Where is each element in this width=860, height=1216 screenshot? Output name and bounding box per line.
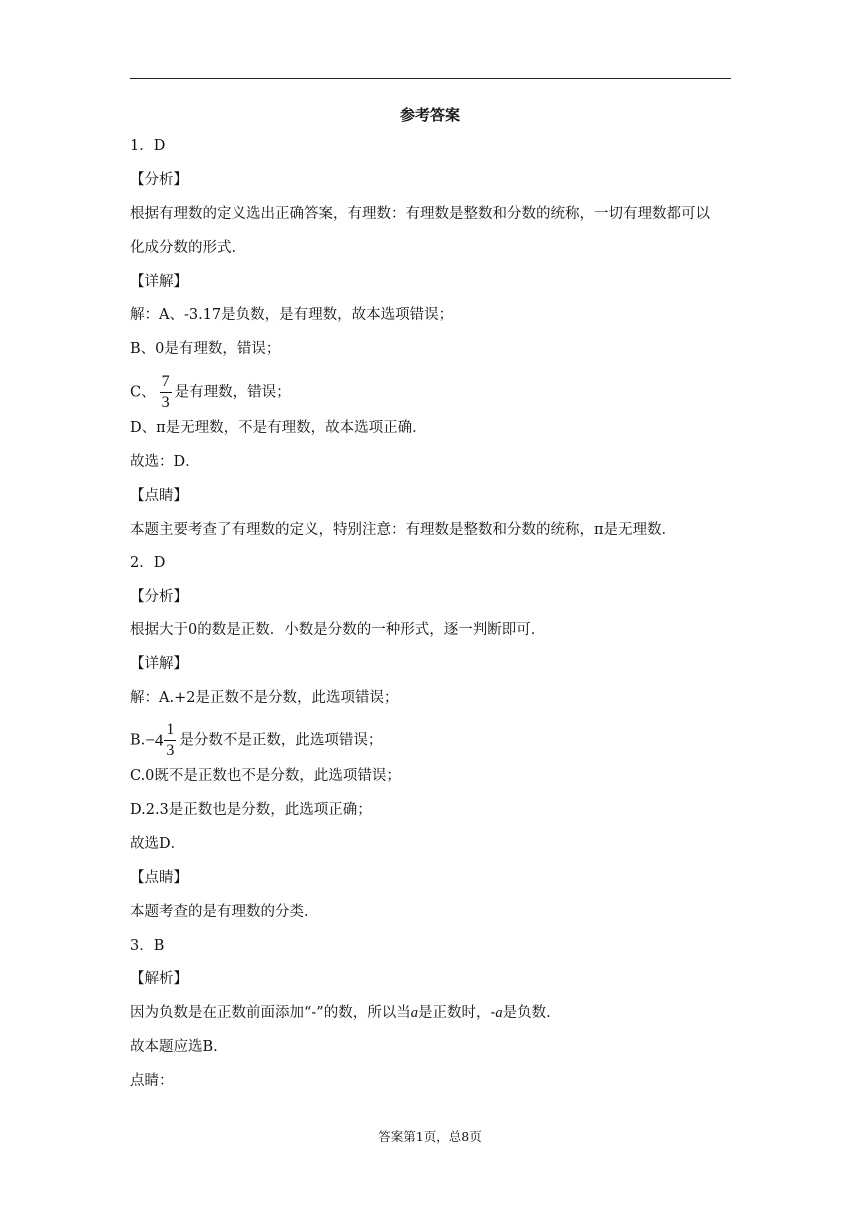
q1-analysis-heading: 【分析】 bbox=[130, 172, 188, 188]
variable-a: a bbox=[410, 1005, 418, 1021]
q3-analysis-part-3: 是负数. bbox=[502, 1005, 551, 1021]
q3-analysis-part-2: 是正数时，- bbox=[417, 1005, 496, 1021]
q1-detail-c-suffix: 是有理数，错误； bbox=[174, 384, 291, 401]
fraction-denominator: 3 bbox=[166, 742, 175, 759]
page-footer: 答案第1页，总8页 bbox=[378, 1129, 482, 1144]
mixed-number-whole: −4 bbox=[145, 730, 164, 750]
q1-analysis-line-1: 根据有理数的定义选出正确答案，有理数：有理数是整数和分数的统称，一切有理数都可以 bbox=[130, 206, 710, 222]
q3-analysis-part-1: 因为负数是在正数前面添加“-”的数，所以当 bbox=[130, 1005, 411, 1021]
q3-answer: 3．B bbox=[130, 938, 165, 954]
fraction-7-3 bbox=[160, 374, 172, 411]
q1-analysis-line-2: 化成分数的形式． bbox=[130, 240, 246, 256]
q3-analysis bbox=[130, 1003, 551, 1023]
q2-analysis-heading: 【分析】 bbox=[130, 589, 188, 605]
q1-answer: 1．D bbox=[130, 138, 166, 154]
q2-comment-heading: 【点睛】 bbox=[130, 870, 188, 886]
q1-comment: 本题主要考查了有理数的定义，特别注意：有理数是整数和分数的统称，π是无理数． bbox=[130, 522, 677, 538]
q3-comment-heading: 点睛： bbox=[130, 1073, 174, 1089]
q2-detail-heading: 【详解】 bbox=[130, 656, 188, 672]
q2-detail-b bbox=[130, 722, 382, 759]
q1-detail-c bbox=[130, 374, 291, 411]
q3-analysis-heading: 【解析】 bbox=[130, 971, 188, 987]
q2-detail-b-prefix: B. bbox=[130, 732, 146, 749]
fraction-denominator: 3 bbox=[161, 394, 170, 411]
fraction-1-3 bbox=[164, 722, 176, 759]
page-title: 参考答案 bbox=[399, 106, 460, 124]
q1-detail-c-prefix: C、 bbox=[130, 384, 156, 401]
q2-detail-d: D.2.3是正数也是分数，此选项正确； bbox=[130, 802, 372, 818]
q2-detail-b-suffix: 是分数不是正数，此选项错误； bbox=[179, 732, 383, 749]
q1-detail-heading: 【详解】 bbox=[130, 274, 188, 290]
header-rule bbox=[130, 78, 731, 79]
q2-choice: 故选D． bbox=[130, 836, 186, 852]
q2-comment: 本题考查的是有理数的分类． bbox=[130, 904, 319, 920]
q3-choice: 故本题应选B. bbox=[130, 1039, 218, 1055]
q2-detail-a: 解：A.+2是正数不是分数，此选项错误； bbox=[130, 690, 399, 706]
q1-detail-d: D、π是无理数，不是有理数，故本选项正确． bbox=[130, 420, 427, 436]
fraction-numerator: 7 bbox=[160, 374, 172, 393]
fraction-numerator: 1 bbox=[164, 722, 176, 741]
q1-choice: 故选：D． bbox=[130, 454, 200, 470]
q1-detail-b: B、0是有理数，错误； bbox=[130, 341, 281, 357]
q2-analysis-line-1: 根据大于0的数是正数．小数是分数的一种形式，逐一判断即可． bbox=[130, 622, 546, 638]
q2-answer: 2．D bbox=[130, 555, 166, 571]
q1-detail-a: 解：A、-3.17是负数，是有理数，故本选项错误； bbox=[130, 307, 454, 323]
q2-detail-c: C.0既不是正数也不是分数，此选项错误； bbox=[130, 768, 401, 784]
q1-comment-heading: 【点睛】 bbox=[130, 488, 188, 504]
variable-a: a bbox=[495, 1005, 503, 1021]
